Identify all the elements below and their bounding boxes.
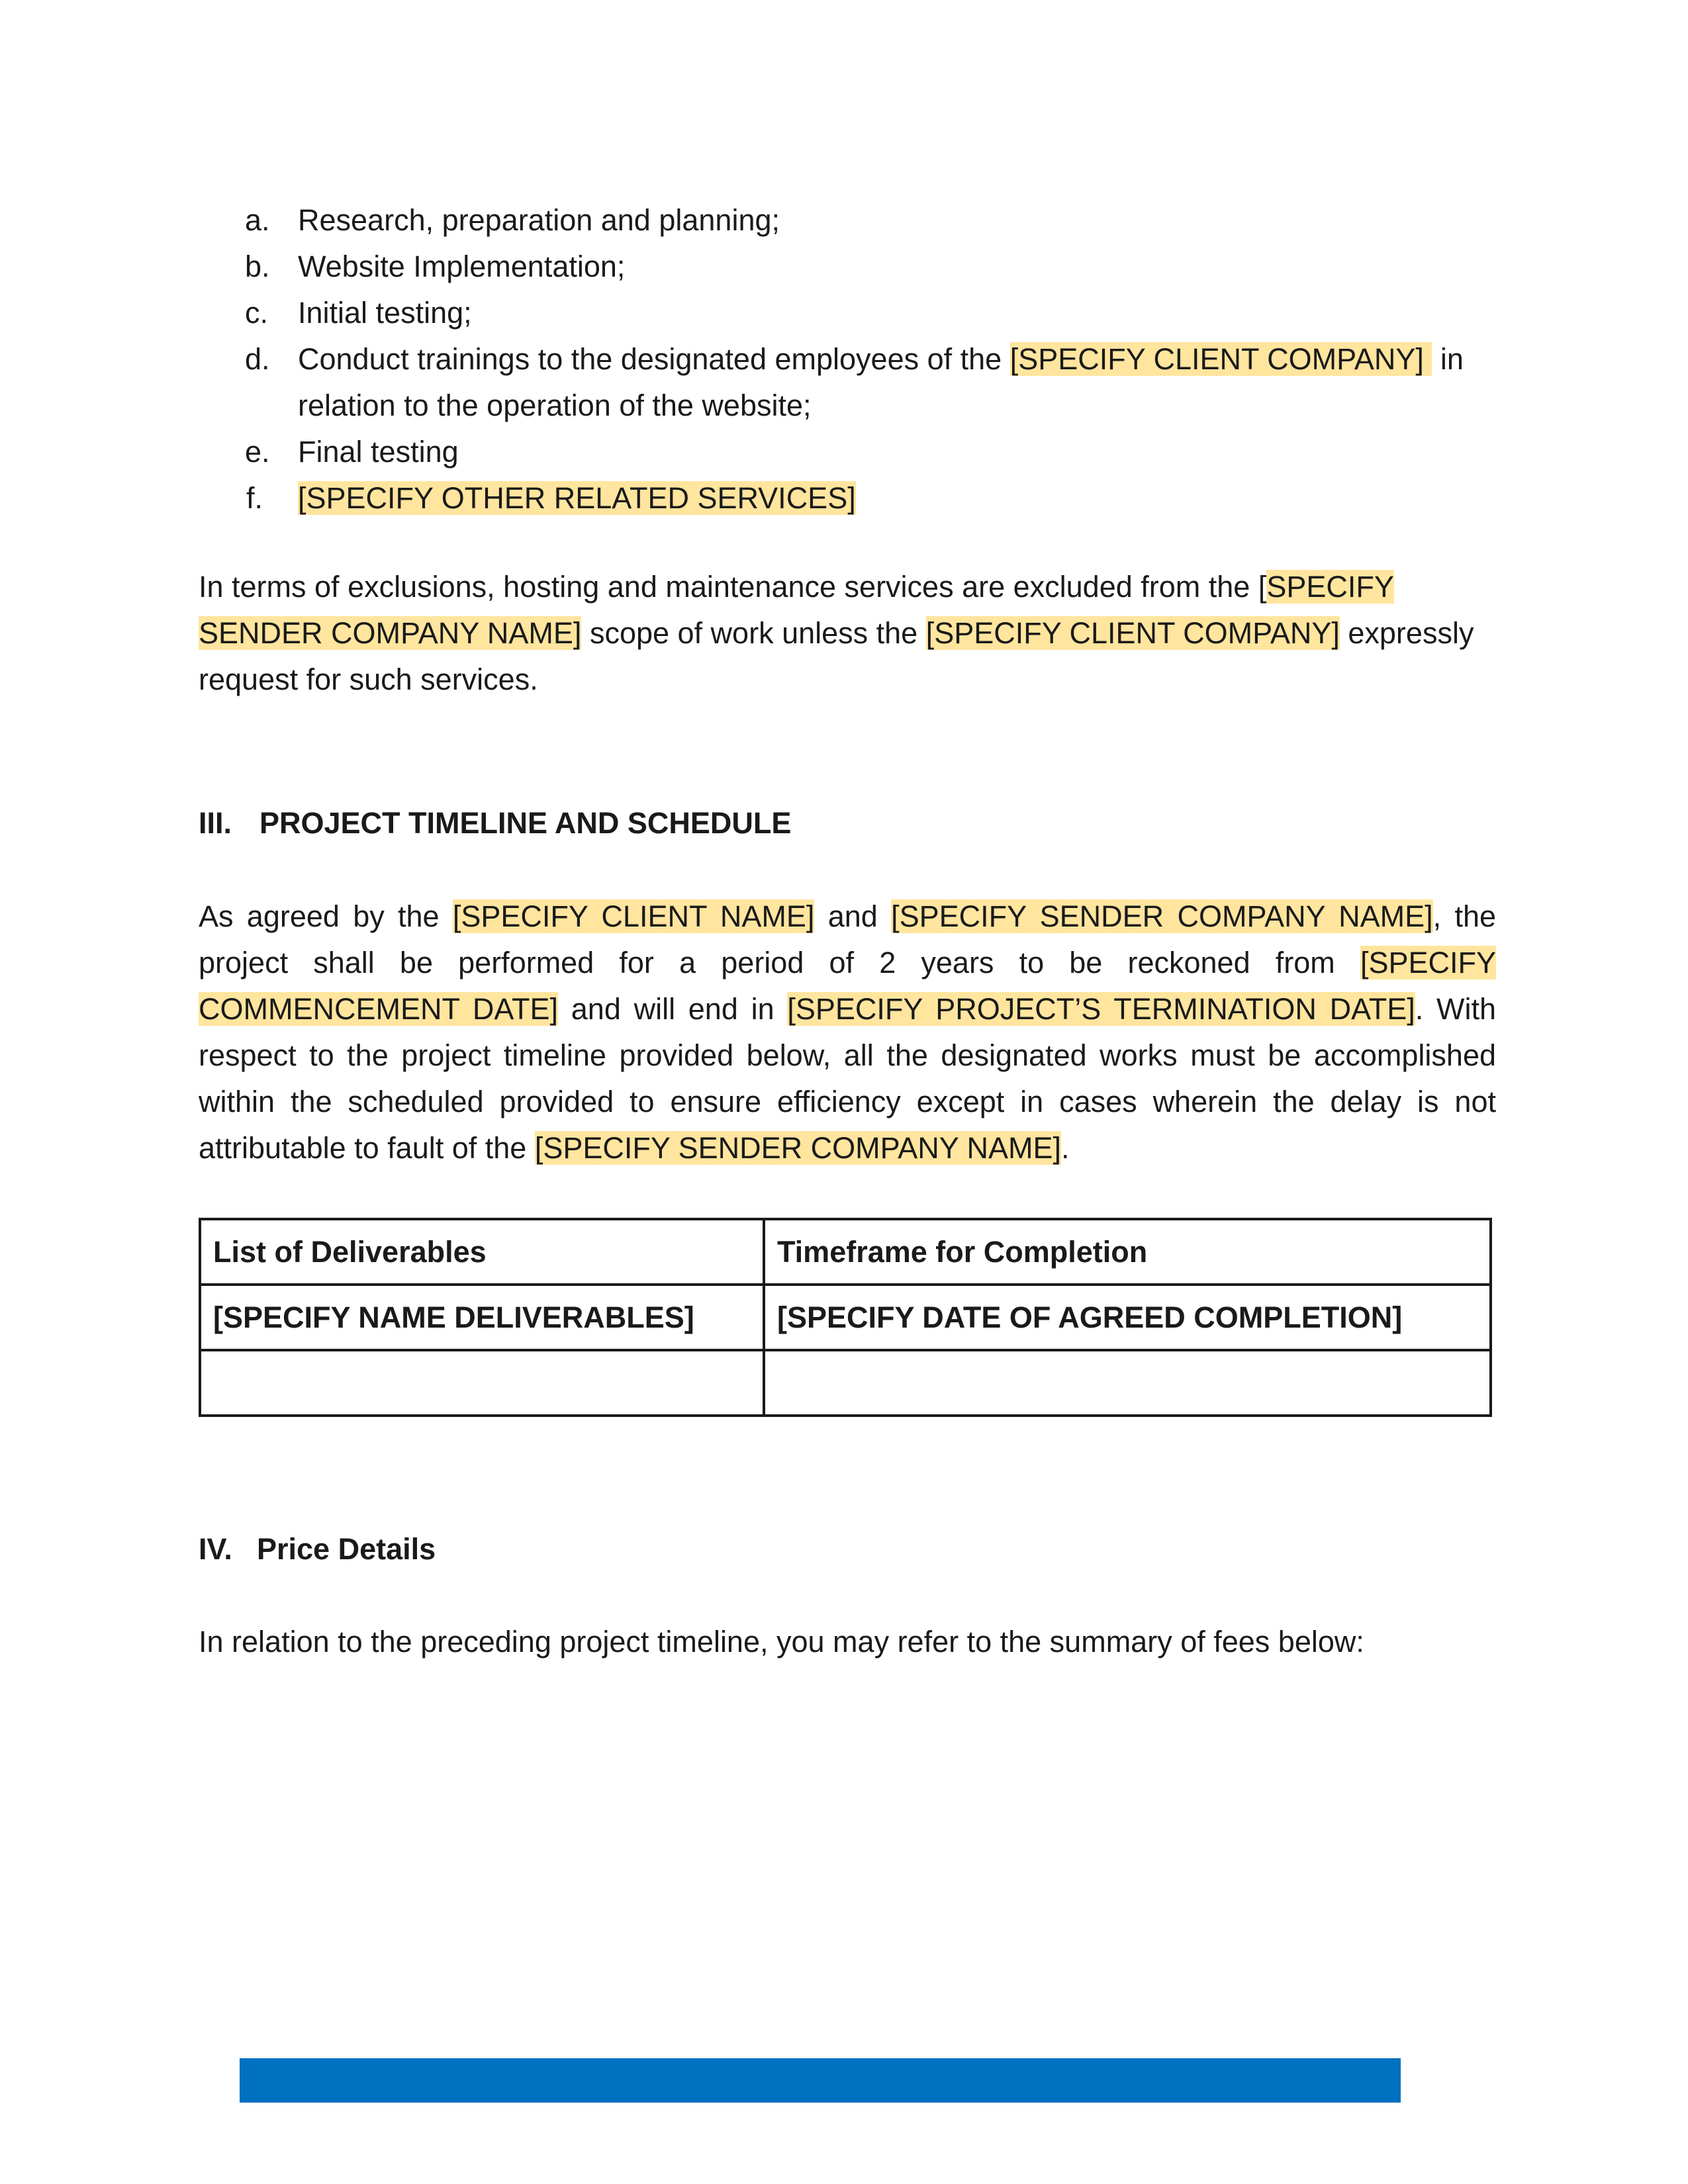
table-row (200, 1285, 1491, 1350)
list-marker: e. (245, 435, 270, 469)
list-item (199, 475, 1496, 522)
text-run: . With respect to the project timeline provided below, all the designated works must be accomplished within the scheduled provided to ensure efficiency except in cases wherein the delay is not attributable to fault of the (199, 992, 1496, 1165)
list-item-text (298, 475, 1496, 522)
section-heading-timeline (199, 800, 791, 846)
section-title: Price Details (257, 1532, 436, 1566)
section-heading-price (199, 1526, 436, 1572)
text-run: In terms of exclusions, hosting and maintenance services are excluded from the [ (199, 570, 1267, 604)
list-marker: b. (245, 250, 270, 283)
text-run: request for such services. (199, 662, 538, 696)
price-paragraph: In relation to the preceding project timeline, you may refer to the summary of fees below: (199, 1625, 1364, 1659)
text-run: in (1432, 342, 1464, 376)
services-list (199, 197, 1496, 522)
footer-bar (240, 2058, 1401, 2103)
list-item (199, 244, 1496, 290)
placeholder-client-company: [SPECIFY CLIENT COMPANY] (925, 616, 1340, 650)
text-run: . (1061, 1131, 1070, 1165)
list-item-text: Final testing (298, 435, 459, 469)
table-row (200, 1350, 1491, 1416)
text-run: , the project shall be performed for a period of 2 years to be reckoned from (199, 899, 1497, 979)
list-item (199, 197, 1496, 244)
list-item (199, 290, 1496, 336)
text-run: scope of work unless the (581, 616, 926, 650)
deliverables-table (199, 1218, 1492, 1417)
list-item-text: Research, preparation and planning; (298, 203, 780, 237)
placeholder-other-services: [SPECIFY OTHER RELATED SERVICES] (298, 481, 856, 515)
text-run: and will end in (558, 992, 788, 1026)
placeholder-client-company: [SPECIFY CLIENT COMPANY] (1009, 342, 1432, 376)
list-marker: d. (245, 342, 270, 376)
text-run: Conduct trainings to the designated employees of the (298, 342, 1010, 376)
section-number: IV. (199, 1532, 232, 1566)
list-marker: a. (245, 203, 270, 237)
table-header-row (200, 1219, 1491, 1285)
table-cell (764, 1350, 1491, 1416)
placeholder-client-name: [SPECIFY CLIENT NAME] (452, 899, 815, 933)
placeholder-termination-date: [SPECIFY PROJECT’S TERMINATION DATE] (787, 992, 1415, 1026)
list-marker: f. (246, 481, 263, 515)
list-item-text: Website Implementation; (298, 250, 626, 283)
table-cell (200, 1350, 764, 1416)
list-item-text: Initial testing; (298, 296, 472, 330)
text-run: and (814, 899, 892, 933)
exclusions-paragraph (199, 564, 1496, 703)
placeholder-sender-company: [SPECIFY SENDER COMPANY NAME] (891, 899, 1433, 933)
placeholder-commencement-date: [SPECIFY COMMENCEMENT DATE] (199, 946, 1496, 1026)
timeline-paragraph (199, 893, 1496, 1171)
section-title: PROJECT TIMELINE AND SCHEDULE (259, 806, 792, 840)
list-marker: c. (245, 296, 269, 330)
table-header-cell: Timeframe for Completion (764, 1219, 1491, 1285)
text-run: expressly (1339, 616, 1474, 650)
placeholder-sender-company: SPECIFY (1266, 570, 1394, 604)
section-number: III. (199, 806, 232, 840)
list-item (199, 336, 1496, 429)
placeholder-sender-company: SENDER COMPANY NAME] (199, 616, 582, 650)
text-run: As agreed by the (199, 899, 453, 933)
list-item-text (298, 336, 1496, 429)
text-run: relation to the operation of the website; (298, 388, 812, 422)
placeholder-sender-company: [SPECIFY SENDER COMPANY NAME] (534, 1131, 1062, 1165)
table-cell: [SPECIFY NAME DELIVERABLES] (200, 1285, 764, 1350)
table-cell: [SPECIFY DATE OF AGREED COMPLETION] (764, 1285, 1491, 1350)
table-header-cell: List of Deliverables (200, 1219, 764, 1285)
list-item (199, 429, 1496, 475)
